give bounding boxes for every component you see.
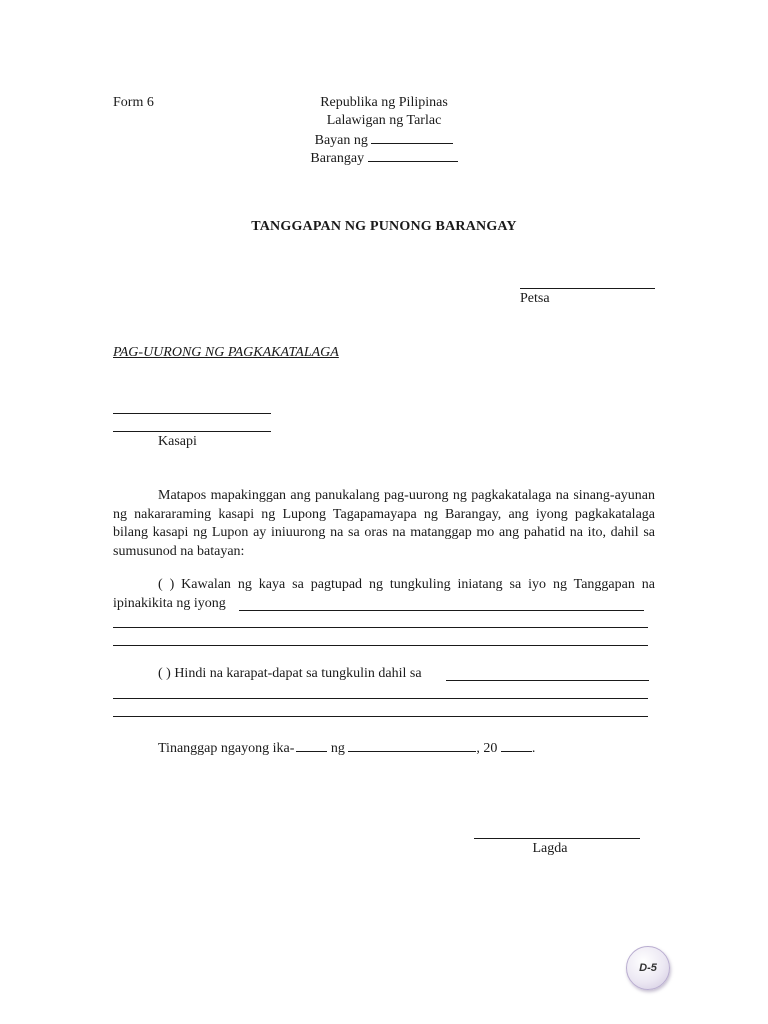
form-number: Form 6 [113,95,154,110]
barangay-blank[interactable] [368,148,458,162]
town-label: Bayan ng [314,133,368,148]
received-prefix: Tinanggap ngayong ika- [158,741,295,756]
option-1-blank-3[interactable] [113,645,648,646]
office-title: TANGGAPAN NG PUNONG BARANGAY [251,219,517,234]
received-ng: ng [330,741,345,756]
received-year-prefix: , 20 [476,741,498,756]
republic-line: Republika ng Pilipinas [320,95,448,110]
subject-heading: PAG-UURONG NG PAGKAKATALAGA [113,345,339,360]
member-name-blank-1[interactable] [113,413,271,414]
option-2-line: ( ) Hindi na karapat-dapat sa tungkulin dahil sa [158,666,422,681]
signature-blank[interactable] [474,838,640,839]
date-blank[interactable] [520,288,655,289]
option-1-blank-2[interactable] [113,627,648,628]
page-badge: D-5 [626,946,670,990]
signature-label: Lagda [532,841,568,856]
received-line [158,738,535,758]
body-paragraph: Matapos mapakinggan ang panukalang pag-uurong ng pagkakatalaga na sinang-ayunan ng nakararaming kasapi ng Lupong Tagapamayapa ng Barangay, ang iyong pagkakatalaga bilang kasapi ng Lupon ay iniuurong na sa oras na matanggap mo ang pahatid na ito, dahil sa sumusunod na batayan: [113,488,655,559]
barangay-line [274,148,494,168]
received-day-blank[interactable] [296,738,327,752]
member-name-blank-2[interactable] [113,431,271,432]
option-2-blank-2[interactable] [113,698,648,699]
member-label: Kasapi [158,434,197,449]
date-label: Petsa [520,291,550,306]
town-blank[interactable] [371,130,453,144]
option-2-blank-1[interactable] [446,680,649,681]
option-1-line-2 [113,595,226,613]
option-1-label: ipinakikita ng iyong [113,596,226,611]
town-line [284,130,484,150]
barangay-label: Barangay [310,151,365,166]
received-end: . [531,741,536,756]
received-month-blank[interactable] [348,738,476,752]
option-1-line-1: ( ) Kawalan ng kaya sa pagtupad ng tungkuling iniatang sa iyo ng Tanggapan na [158,577,655,592]
option-1-blank-1[interactable] [239,610,644,611]
option-2-blank-3[interactable] [113,716,648,717]
received-year-blank[interactable] [501,738,532,752]
province-line: Lalawigan ng Tarlac [326,113,442,128]
